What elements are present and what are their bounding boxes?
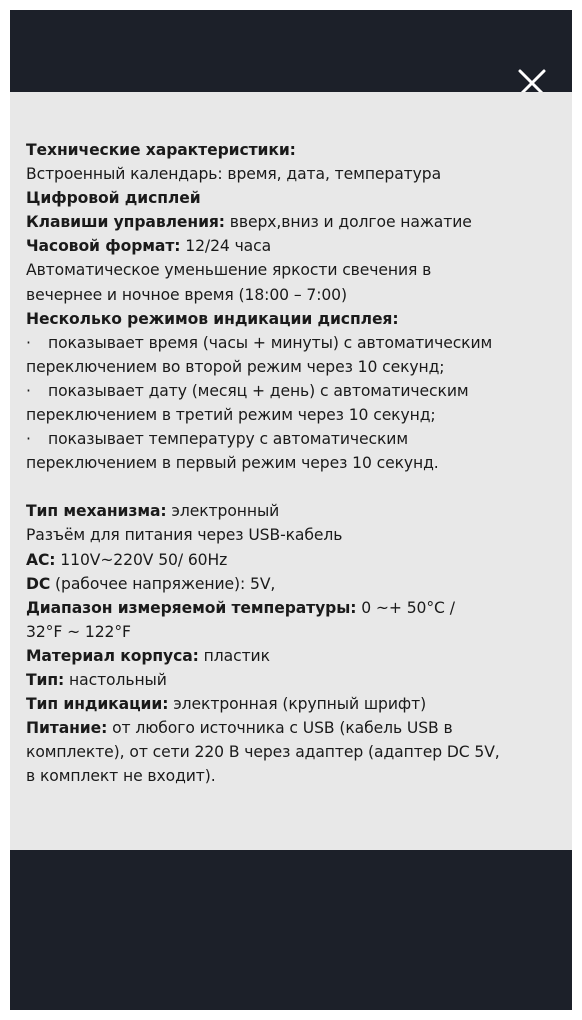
spec-line: переключением в первый режим через 10 секунд.	[26, 454, 439, 473]
image-viewer-overlay	[10, 10, 572, 1010]
spec-line: Клавиши управления: вверх,вниз и долгое нажатие	[26, 213, 472, 232]
spec-line: переключением во второй режим через 10 секунд;	[26, 357, 445, 376]
spacer	[26, 475, 558, 499]
spec-line: 32°F ~ 122°F	[26, 622, 131, 641]
spec-line: Материал корпуса: пластик	[26, 646, 270, 665]
spec-line: AC: 110V~220V 50/ 60Hz	[26, 550, 228, 569]
spec-line: DC (рабочее напряжение): 5V,	[26, 574, 276, 593]
spec-line: Встроенный календарь: время, дата, температура	[26, 165, 442, 184]
spec-line: в комплект не входит).	[26, 767, 216, 786]
spec-line: вечернее и ночное время (18:00 – 7:00)	[26, 285, 347, 304]
bullet-item: · показывает время (часы + минуты) с автоматическим	[26, 333, 493, 352]
spec-image	[10, 92, 572, 850]
bullet-item: · показывает температуру с автоматическим	[26, 430, 409, 449]
bullet-item: · показывает дату (месяц + день) с автоматическим	[26, 381, 469, 400]
spec-line: Тип: настольный	[26, 670, 167, 689]
spec-line: Питание: от любого источника с USB (кабель USB в	[26, 719, 453, 738]
spec-line: Автоматическое уменьшение яркости свечения в	[26, 261, 432, 280]
spec-line: Часовой формат: 12/24 часа	[26, 237, 272, 256]
spec-line: Тип индикации: электронная (крупный шрифт)	[26, 695, 427, 714]
spec-line: Диапазон измеряемой температуры: 0 ~+ 50°C /	[26, 598, 455, 617]
spec-line: Тип механизма: электронный	[26, 502, 280, 521]
spec-heading: Технические характеристики:	[26, 141, 296, 159]
spec-line: комплекте), от сети 220 В через адаптер (адаптер DC 5V,	[26, 743, 500, 762]
spec-line: Разъём для питания через USB-кабель	[26, 526, 343, 545]
spec-line: переключением в третий режим через 10 секунд;	[26, 406, 436, 425]
spec-line: Цифровой дисплей	[26, 189, 201, 208]
spec-line: Несколько режимов индикации дисплея:	[26, 309, 399, 328]
